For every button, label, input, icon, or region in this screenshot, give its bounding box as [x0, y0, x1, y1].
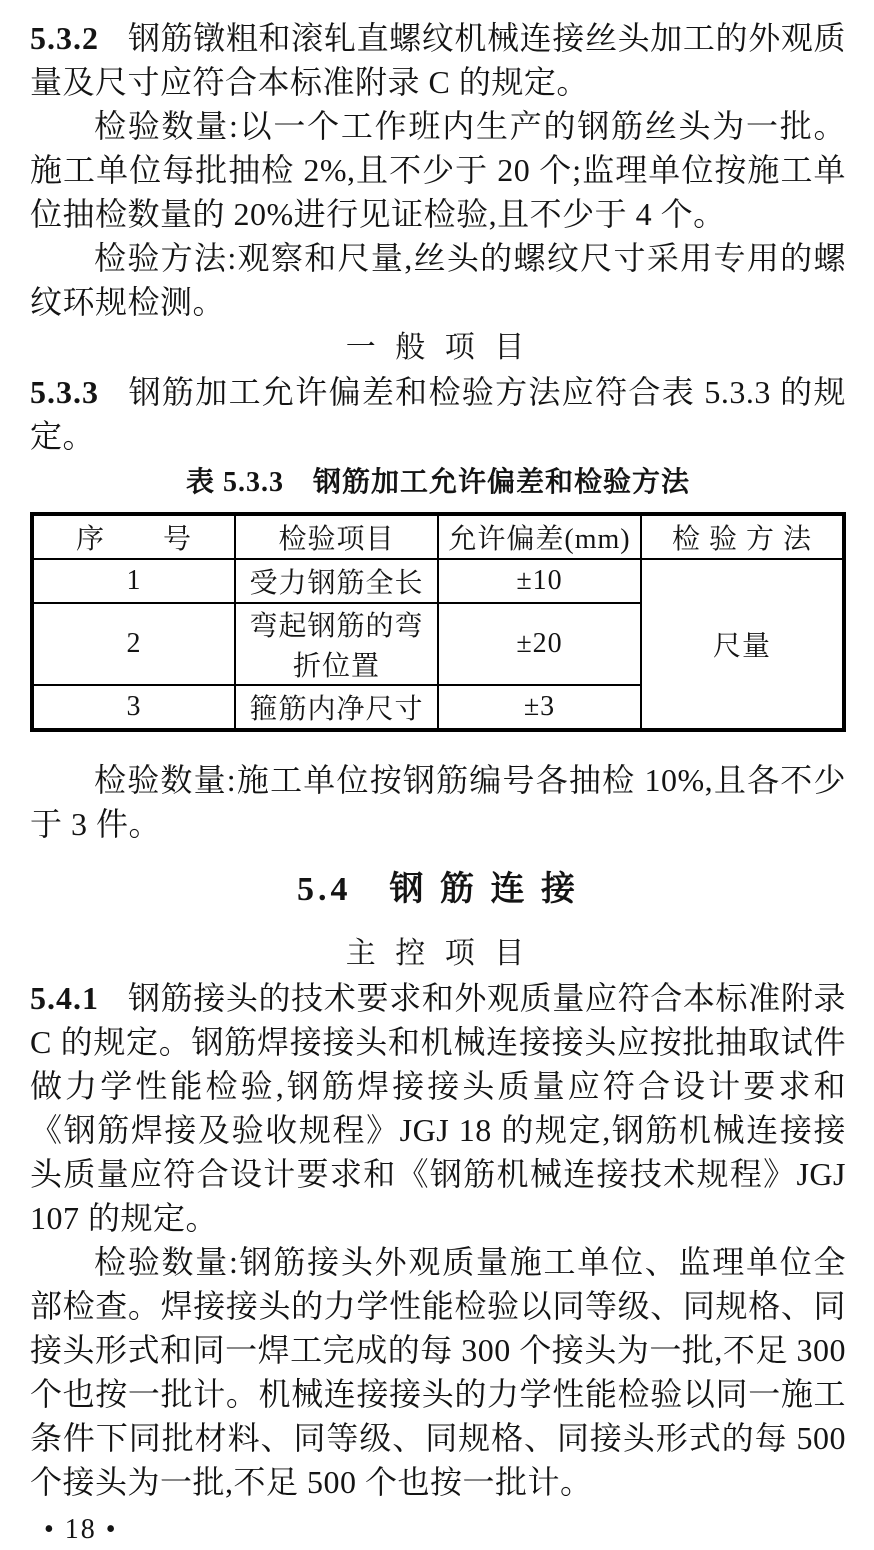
cell-tolerance: ±10 — [438, 559, 641, 603]
table-header-method: 检 验 方 法 — [641, 514, 844, 559]
inspection-method-paragraph-1: 检验方法:观察和尺量,丝头的螺纹尺寸采用专用的螺纹环规检测。 — [30, 240, 846, 320]
section-5-3-3-text: 钢筋加工允许偏差和检验方法应符合表 5.3.3 的规定。 — [30, 374, 846, 454]
cell-item: 箍筋内净尺寸 — [235, 685, 438, 730]
inspection-quantity-paragraph-3: 检验数量:钢筋接头外观质量施工单位、监理单位全部检查。焊接接头的力学性能检验以同等级、同规格、同接头形式和同一焊工完成的每 300 个接头为一批,不足 300 个也按一批计。机械连接接头的力学性能检验以同一施工条件下同批材料、同等级、同规格、同接头形式的每 500 个接头为一批,不足 500 个也按一批计。 — [30, 1244, 846, 1500]
section-5-3-3-number: 5.3.3 — [30, 374, 99, 410]
cell-no: 2 — [32, 603, 235, 685]
section-5-3-2-text: 钢筋镦粗和滚轧直螺纹机械连接丝头加工的外观质量及尺寸应符合本标准附录 C 的规定。 — [30, 20, 846, 100]
cell-no: 1 — [32, 559, 235, 603]
inspection-quantity-paragraph-2: 检验数量:施工单位按钢筋编号各抽检 10%,且各不少于 3 件。 — [30, 762, 846, 842]
cell-tolerance: ±20 — [438, 603, 641, 685]
table-caption: 表 5.3.3 钢筋加工允许偏差和检验方法 — [185, 467, 690, 498]
table-header-tolerance: 允许偏差(mm) — [438, 514, 641, 559]
cell-method-merged: 尺量 — [641, 559, 844, 730]
table-header-row — [32, 514, 844, 559]
cell-item: 弯起钢筋的弯折位置 — [235, 603, 438, 685]
heading-main-control-items: 主 控 项 目 — [345, 937, 531, 970]
section-5-4-1-text: 钢筋接头的技术要求和外观质量应符合本标准附录 C 的规定。钢筋焊接接头和机械连接接头应按批抽取试件做力学性能检验,钢筋焊接接头质量应符合设计要求和《钢筋焊接及验收规程》JGJ 18 的规定,钢筋机械连接接头质量应符合设计要求和《钢筋机械连接技术规程》JGJ 107 的规定。 — [30, 980, 846, 1236]
section-5-3-3 — [30, 370, 846, 458]
table-row — [32, 559, 844, 603]
tolerance-table — [30, 512, 846, 732]
section-5-3-2-number: 5.3.2 — [30, 20, 99, 56]
cell-no: 3 — [32, 685, 235, 730]
section-5-3-2 — [30, 16, 846, 104]
cell-tolerance: ±3 — [438, 685, 641, 730]
section-5-4-1 — [30, 976, 846, 1240]
section-5-4-1-number: 5.4.1 — [30, 980, 99, 1016]
heading-section-5-4: 5.4 钢 筋 连 接 — [297, 871, 579, 908]
table-header-no: 序 号 — [32, 514, 235, 559]
inspection-quantity-paragraph-1: 检验数量:以一个工作班内生产的钢筋丝头为一批。施工单位每批抽检 2%,且不少于 20 个;监理单位按施工单位抽检数量的 20%进行见证检验,且不少于 4 个。 — [30, 108, 846, 232]
page-number: • 18 • — [44, 1514, 118, 1545]
heading-general-items: 一 般 项 目 — [345, 331, 531, 364]
table-header-item: 检验项目 — [235, 514, 438, 559]
cell-item: 受力钢筋全长 — [235, 559, 438, 603]
